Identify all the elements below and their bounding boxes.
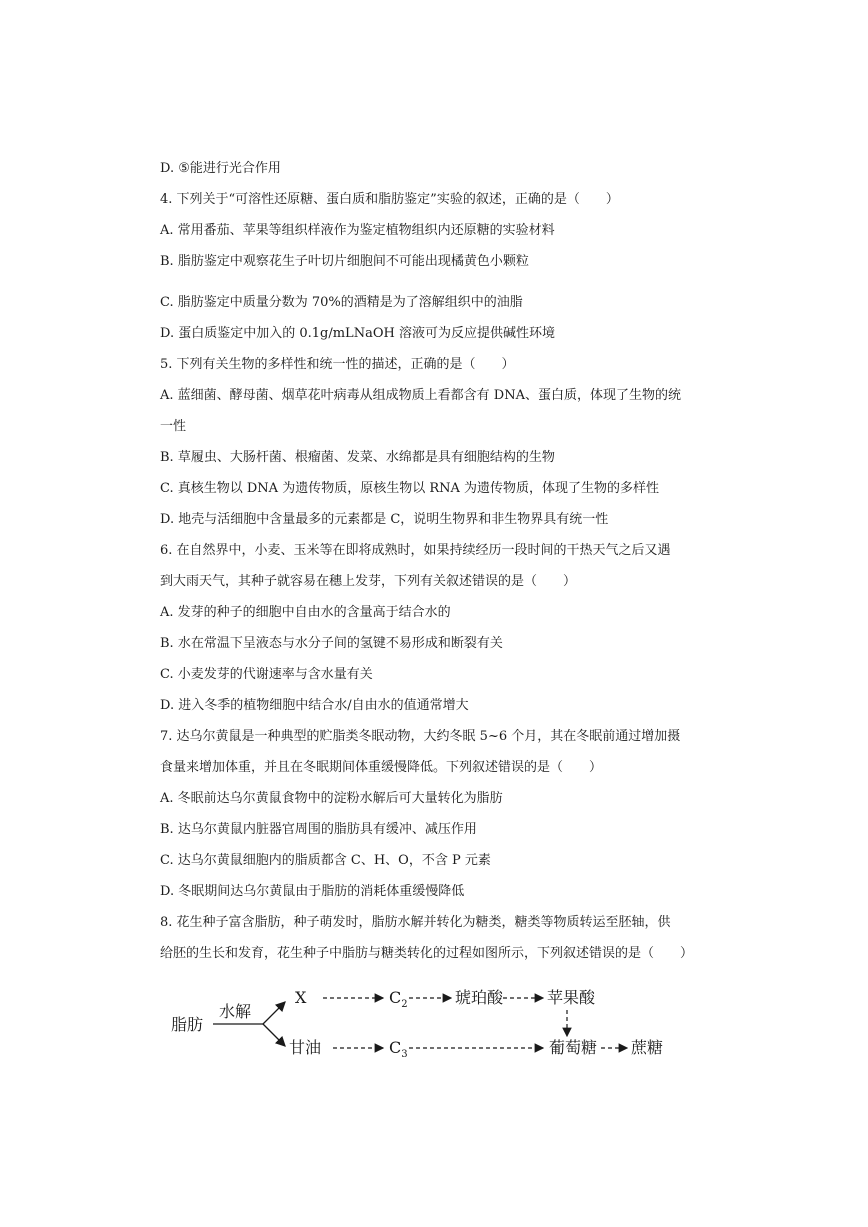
q6-stem-continued: 到大雨天气，其种子就容易在穗上发芽，下列有关叙述错误的是（ ） [160, 574, 577, 589]
label-c2: $C_2$ [389, 988, 408, 1011]
label-fat: 脂肪 [171, 1015, 204, 1034]
q4-option-a: A. 常用番茄、苹果等组织样液作为鉴定植物组织内还原糖的实验材料 [160, 223, 555, 238]
q6-option-c: C. 小麦发芽的代谢速率与含水量有关 [160, 667, 373, 682]
q6-option-d: D. 进入冬季的植物细胞中结合水/自由水的值通常增大 [160, 698, 469, 713]
q5-option-c: C. 真核生物以 DNA 为遗传物质，原核生物以 RNA 为遗传物质，体现了生物的多样性 [160, 481, 660, 496]
q7-option-c: C. 达乌尔黄鼠细胞内的脂质都含 C、H、O，不含 P 元素 [160, 853, 491, 868]
label-hydrolysis: 水解 [219, 1002, 252, 1021]
q6-option-a: A. 发芽的种子的细胞中自由水的含量高于结合水的 [160, 605, 451, 620]
q5-option-b: B. 草履虫、大肠杆菌、根瘤菌、发菜、水绵都是具有细胞结构的生物 [160, 450, 555, 465]
q7-option-d: D. 冬眠期间达乌尔黄鼠由于脂肪的消耗体重缓慢降低 [160, 884, 465, 899]
q5-option-a: A. 蓝细菌、酵母菌、烟草花叶病毒从组成物质上看都含有 DNA、蛋白质，体现了生物的统 [160, 388, 681, 403]
q8-stem-continued: 给胚的生长和发育，花生种子中脂肪与糖类转化的过程如图所示，下列叙述错误的是（ ） [160, 946, 694, 961]
q7-option-a: A. 冬眠前达乌尔黄鼠食物中的淀粉水解后可大量转化为脂肪 [160, 791, 503, 806]
arrow-to-x [263, 1002, 285, 1024]
q6-stem: 6. 在自然界中，小麦、玉米等在即将成熟时，如果持续经历一段时间的干热天气之后又遇 [160, 543, 671, 558]
label-glucose: 葡萄糖 [549, 1038, 598, 1057]
q4-stem: 4. 下列关于“可溶性还原糖、蛋白质和脂肪鉴定”实验的叙述，正确的是（ ） [160, 192, 619, 207]
q4-option-d: D. 蛋白质鉴定中加入的 0.1g/mLNaOH 溶液可为反应提供碱性环境 [160, 326, 555, 341]
q7-stem: 7. 达乌尔黄鼠是一种典型的贮脂类冬眠动物，大约冬眠 5~6 个月，其在冬眠前通过增加摄 [160, 729, 681, 744]
fat-sugar-conversion-diagram [165, 980, 725, 1070]
q8-stem: 8. 花生种子富含脂肪，种子萌发时，脂肪水解并转化为糖类，糖类等物质转运至胚轴，供 [160, 915, 671, 930]
arrow-to-glycerol [263, 1024, 285, 1046]
q6-option-b: B. 水在常温下呈液态与水分子间的氢键不易形成和断裂有关 [160, 636, 503, 651]
q3-option-d: D. ⑤能进行光合作用 [160, 161, 281, 176]
label-succinic-acid: 琥珀酸 [455, 988, 504, 1007]
label-malic-acid: 苹果酸 [547, 988, 596, 1007]
q5-option-d: D. 地壳与活细胞中含量最多的元素都是 C，说明生物界和非生物界具有统一性 [160, 512, 609, 527]
q5-stem: 5. 下列有关生物的多样性和统一性的描述，正确的是（ ） [160, 357, 515, 372]
label-glycerol: 甘油 [289, 1038, 322, 1057]
label-c3: $C_3$ [389, 1038, 408, 1061]
label-sucrose: 蔗糖 [631, 1038, 664, 1057]
q7-stem-continued: 食量来增加体重，并且在冬眠期间体重缓慢降低。下列叙述错误的是（ ） [160, 760, 603, 775]
q4-option-c: C. 脂肪鉴定中质量分数为 70%的酒精是为了溶解组织中的油脂 [160, 295, 523, 310]
q4-option-b: B. 脂肪鉴定中观察花生子叶切片细胞间不可能出现橘黄色小颗粒 [160, 254, 529, 269]
q5-option-a-continued: 一性 [160, 419, 187, 434]
label-x: X [295, 988, 307, 1007]
q7-option-b: B. 达乌尔黄鼠内脏器官周围的脂肪具有缓冲、减压作用 [160, 822, 477, 837]
